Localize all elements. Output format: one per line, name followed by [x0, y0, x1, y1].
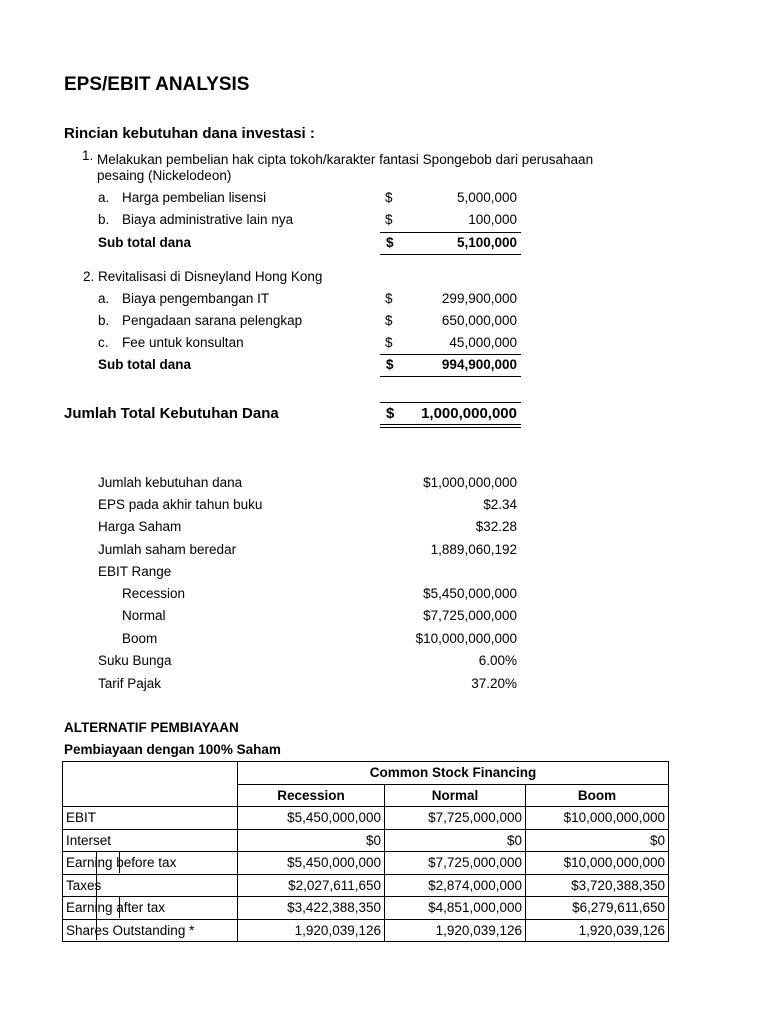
param-label: EBIT Range: [98, 564, 172, 579]
param-label: Harga Saham: [98, 519, 182, 534]
cell-normal: $0: [385, 829, 526, 852]
rincian-heading: Rincian kebutuhan dana investasi :: [64, 125, 315, 142]
section2-item-c-letter: c.: [98, 335, 109, 350]
table-row: [63, 874, 669, 897]
param-value: $5,450,000,000: [423, 586, 517, 601]
row-label: Interset: [63, 829, 238, 852]
param-label: Normal: [122, 608, 166, 623]
cell-normal: 1,920,039,126: [385, 919, 526, 942]
cell-recession: $5,450,000,000: [238, 852, 385, 875]
section1-item-b-letter: b.: [98, 212, 110, 227]
section1-item-a-label: Harga pembelian lisensi: [122, 190, 267, 205]
section2-subtotal-label: Sub total dana: [98, 357, 192, 372]
row-label: Earning before tax: [63, 852, 238, 875]
cell-recession: $2,027,611,650: [238, 874, 385, 897]
financing-table: [62, 761, 669, 942]
section2-item-a-currency: $: [385, 291, 393, 306]
cell-normal: $7,725,000,000: [385, 807, 526, 830]
param-label: EPS pada akhir tahun buku: [98, 497, 263, 512]
table-row: [63, 919, 669, 942]
section2-item-b-label: Pengadaan sarana pelengkap: [122, 313, 303, 328]
table-row: [63, 897, 669, 920]
section1-subtotal-label: Sub total dana: [98, 235, 192, 250]
cell-boom: $10,000,000,000: [526, 807, 669, 830]
section1-subtotal-currency: $: [386, 235, 394, 250]
total-currency: $: [386, 405, 395, 422]
row-label: Taxes: [63, 874, 238, 897]
alt-heading: ALTERNATIF PEMBIAYAAN: [64, 720, 239, 735]
cell-boom: $10,000,000,000: [526, 852, 669, 875]
section2-subtotal-underline: [380, 376, 521, 377]
total-label: Jumlah Total Kebutuhan Dana: [64, 405, 279, 422]
section1-number: 1.: [82, 148, 94, 163]
total-double-underline-1: [380, 424, 521, 425]
param-label: Jumlah saham beredar: [98, 542, 237, 557]
cell-recession: 1,920,039,126: [238, 919, 385, 942]
section2-item-a-amount: 299,900,000: [441, 291, 517, 306]
section2-title: 2. Revitalisasi di Disneyland Hong Kong: [83, 269, 323, 284]
param-label: Jumlah kebutuhan dana: [98, 475, 243, 490]
cell-recession: $0: [238, 829, 385, 852]
cell-boom: $6,279,611,650: [526, 897, 669, 920]
section2-item-c-label: Fee untuk konsultan: [122, 335, 244, 350]
row-label: Earning after tax: [63, 897, 238, 920]
table-row: [63, 829, 669, 852]
section1-item-a-currency: $: [385, 190, 393, 205]
table-corner-cell: [63, 762, 238, 785]
column-header-normal: Normal: [385, 784, 526, 807]
param-label: Boom: [122, 631, 158, 646]
param-label: Recession: [122, 586, 186, 601]
param-label: Tarif Pajak: [98, 676, 162, 691]
param-value: 1,889,060,192: [430, 542, 517, 557]
param-value: $10,000,000,000: [415, 631, 517, 646]
param-value: 6.00%: [478, 653, 517, 668]
stray-gridline-right-2: [119, 896, 120, 918]
section1-item-b-amount: 100,000: [468, 212, 517, 227]
section2-item-b-amount: 650,000,000: [441, 313, 517, 328]
total-top-line: [380, 402, 521, 403]
stray-gridline-left: [96, 851, 97, 940]
section2-item-c-amount: 45,000,000: [449, 335, 517, 350]
param-value: $7,725,000,000: [423, 608, 517, 623]
stray-gridline-right: [119, 851, 120, 873]
section2-item-a-letter: a.: [98, 291, 110, 306]
section2-item-b-currency: $: [385, 313, 393, 328]
section2-subtotal-amount: 994,900,000: [441, 357, 517, 372]
section1-subtotal-amount: 5,100,000: [456, 235, 517, 250]
total-double-underline-2: [380, 427, 521, 428]
table-column-header-row: [63, 784, 669, 807]
row-label: EBIT: [63, 807, 238, 830]
section1-item-a-amount: 5,000,000: [456, 190, 517, 205]
param-value: $32.28: [475, 519, 517, 534]
cell-normal: $2,874,000,000: [385, 874, 526, 897]
cell-normal: $7,725,000,000: [385, 852, 526, 875]
section1-desc-line2: pesaing (Nickelodeon): [97, 168, 232, 183]
section2-item-c-currency: $: [385, 335, 393, 350]
table-corner-cell: [63, 784, 238, 807]
cell-normal: $4,851,000,000: [385, 897, 526, 920]
param-value: $1,000,000,000: [423, 475, 517, 490]
section1-item-a-letter: a.: [98, 190, 110, 205]
table-row: [63, 807, 669, 830]
section1-item-b-label: Biaya administrative lain nya: [122, 212, 294, 227]
column-header-recession: Recession: [238, 784, 385, 807]
table-group-header-row: [63, 762, 669, 785]
section1-desc-line1: Melakukan pembelian hak cipta tokoh/karakter fantasi Spongebob dari perusahaan: [97, 152, 594, 167]
total-amount: 1,000,000,000: [421, 405, 517, 422]
param-value: 37.20%: [471, 676, 517, 691]
row-label: Shares Outstanding *: [63, 919, 238, 942]
alt-subheading: Pembiayaan dengan 100% Saham: [64, 742, 281, 757]
cell-boom: $3,720,388,350: [526, 874, 669, 897]
column-header-boom: Boom: [526, 784, 669, 807]
cell-boom: 1,920,039,126: [526, 919, 669, 942]
param-value: $2.34: [483, 497, 517, 512]
page-title: EPS/EBIT ANALYSIS: [64, 74, 250, 95]
param-label: Suku Bunga: [98, 653, 172, 668]
cell-recession: $5,450,000,000: [238, 807, 385, 830]
section2-item-a-label: Biaya pengembangan IT: [122, 291, 270, 306]
table-group-header: Common Stock Financing: [238, 762, 669, 785]
section2-subtotal-currency: $: [386, 357, 394, 372]
table-row: [63, 852, 669, 875]
section2-item-b-letter: b.: [98, 313, 110, 328]
cell-boom: $0: [526, 829, 669, 852]
section1-subtotal-line: [380, 232, 521, 233]
section1-subtotal-underline: [380, 254, 521, 255]
section1-item-b-currency: $: [385, 212, 393, 227]
section2-subtotal-line: [380, 354, 521, 355]
cell-recession: $3,422,388,350: [238, 897, 385, 920]
